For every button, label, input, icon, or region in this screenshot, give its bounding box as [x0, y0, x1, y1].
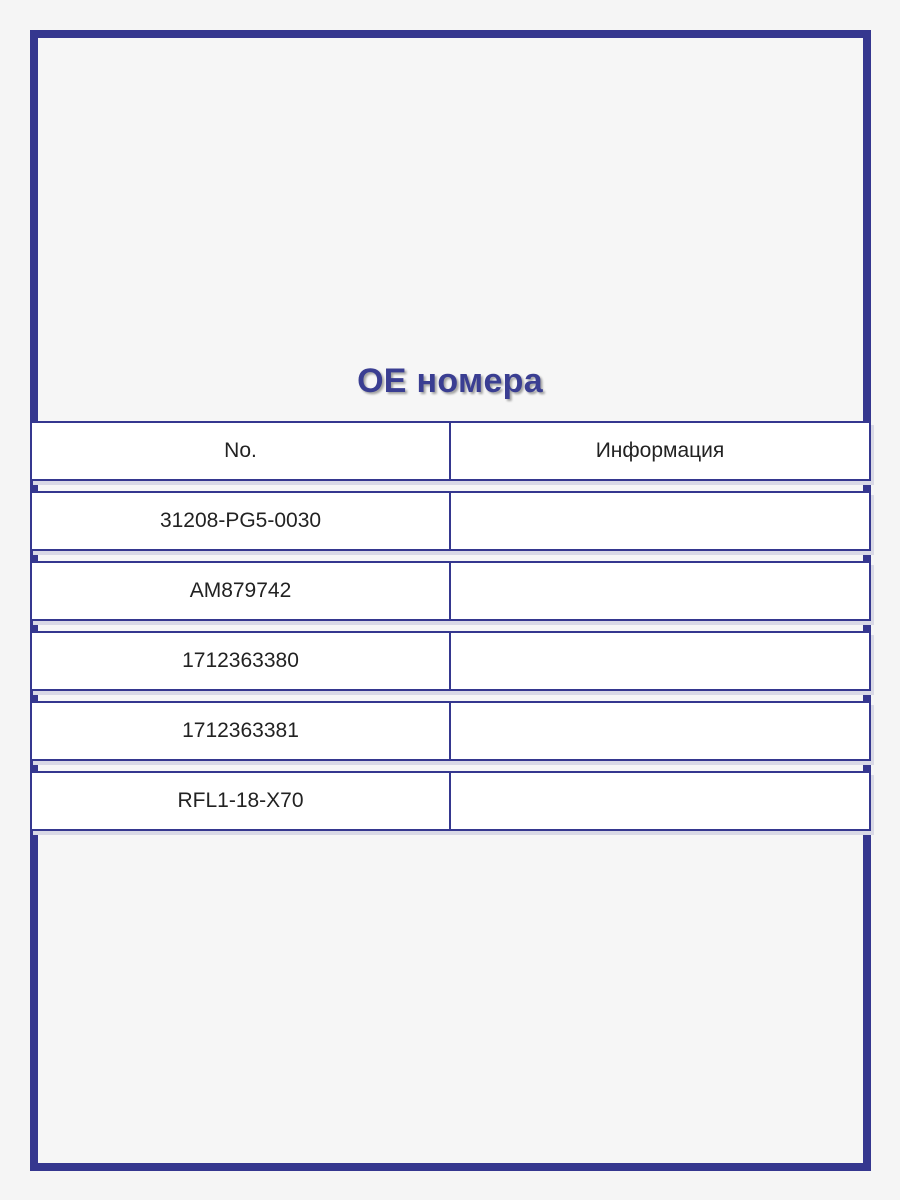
info-cell	[451, 701, 871, 761]
table-row	[30, 561, 871, 621]
info-cell	[451, 631, 871, 691]
table-row	[30, 771, 871, 831]
oe-number-cell: 1712363381	[30, 701, 451, 761]
table-row	[30, 631, 871, 691]
info-cell	[451, 561, 871, 621]
table-header	[30, 421, 871, 481]
oe-number-cell: 1712363380	[30, 631, 451, 691]
page-title: OE номера	[357, 362, 543, 400]
info-cell	[451, 771, 871, 831]
table-row	[30, 701, 871, 761]
info-cell	[451, 491, 871, 551]
header-info: Информация	[451, 421, 871, 481]
header-no: No.	[30, 421, 451, 481]
oe-number-cell: 31208-PG5-0030	[30, 491, 451, 551]
oe-number-cell: RFL1-18-X70	[30, 771, 451, 831]
oe-number-cell: AM879742	[30, 561, 451, 621]
table-row	[30, 491, 871, 551]
